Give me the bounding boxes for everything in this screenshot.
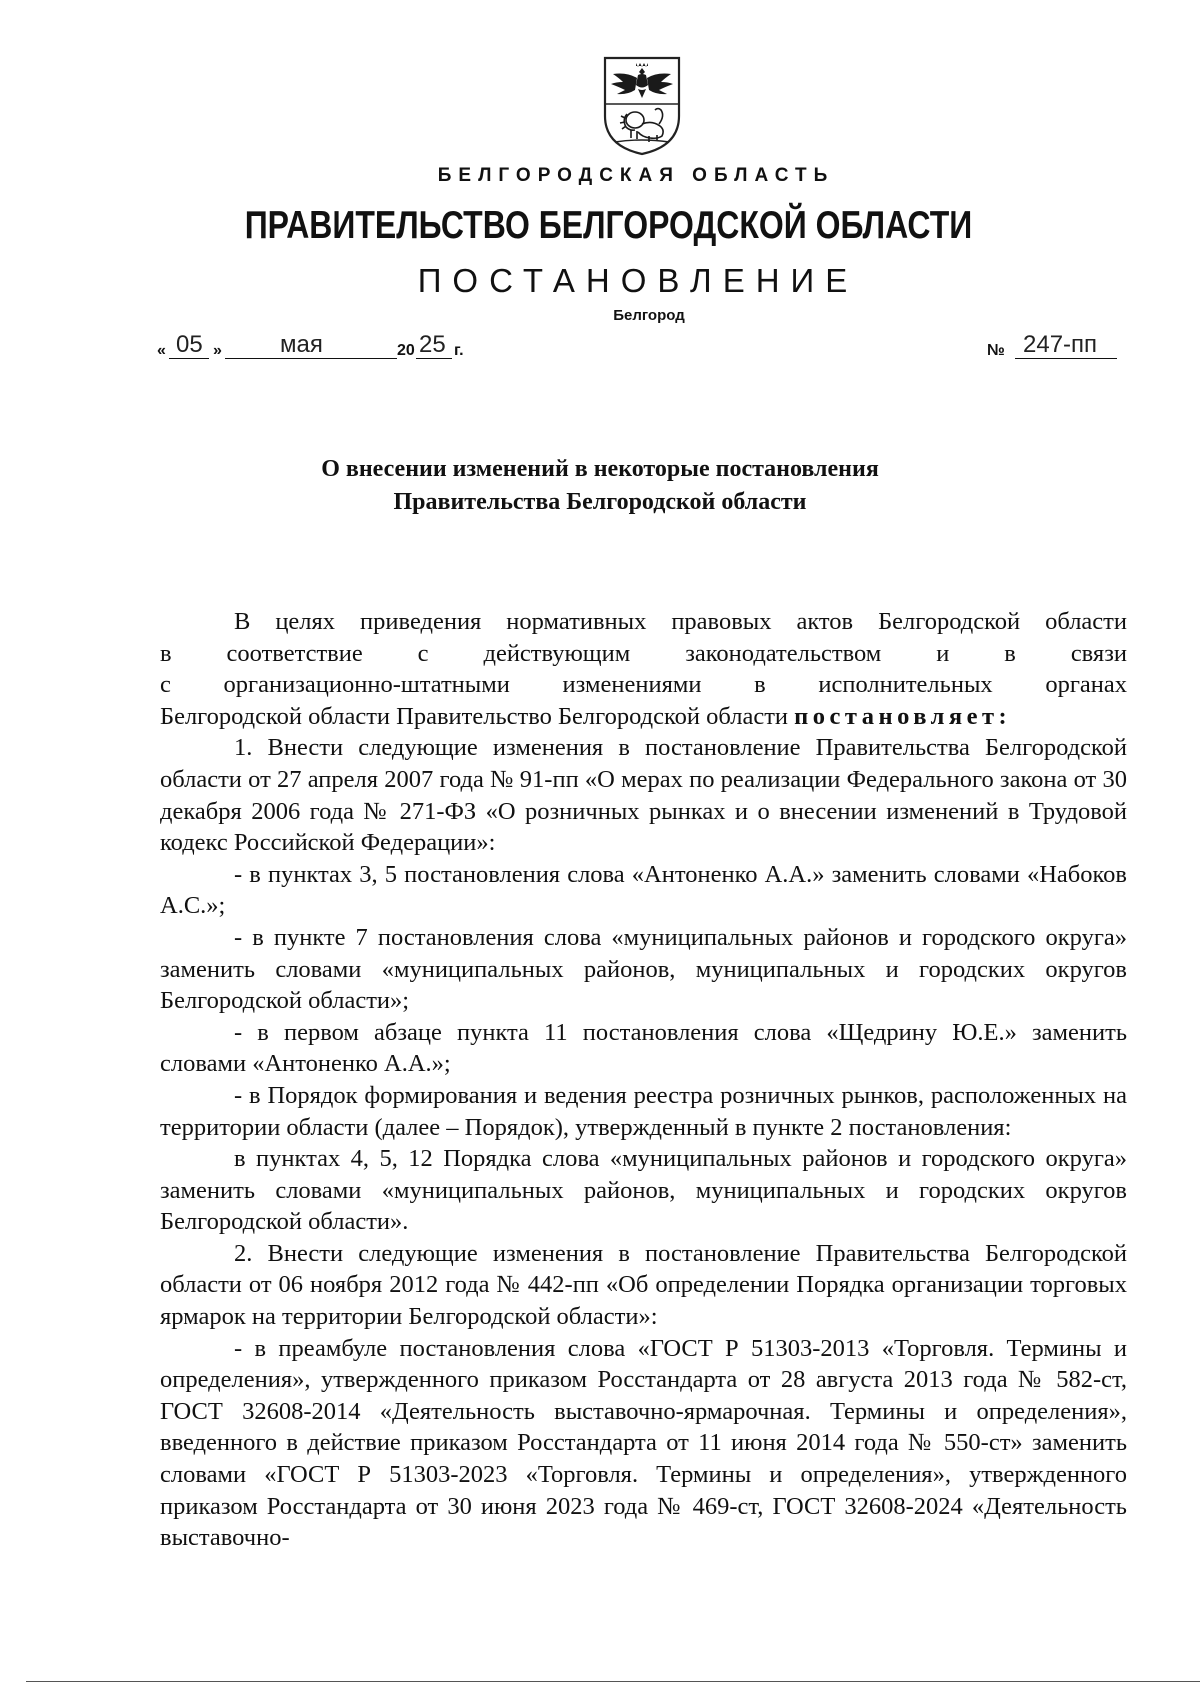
paragraph-bullet: - в первом абзаце пункта 11 постановления слова «Щедрину Ю.Е.» заменить словами «Антоненко А.А.»; <box>160 1018 1127 1078</box>
paragraph-subitem: в пунктах 4, 5, 12 Порядка слова «муниципальных районов и городского округа» заменить словами «муниципальных районов, муниципальных и городских округов Белгородской области». <box>160 1145 1127 1236</box>
body-line-decree <box>160 701 1127 733</box>
year-value: 25 <box>419 331 446 358</box>
scan-edge-line <box>26 1681 1200 1682</box>
year-mark: г. <box>454 342 464 359</box>
document-body <box>160 606 1127 1554</box>
body-line: В целях приведения нормативных правовых актов Белгородской области <box>234 608 1127 635</box>
paragraph-1: 1. Внести следующие изменения в постановление Правительства Белгородской области от 27 апреля 2007 года № 91-пп «О мерах по реализации Федерального закона от 30 декабря 2006 года № 271-ФЗ «О розничных рынках и о внесении изменений в Трудовой кодекс Российской Федерации»: <box>160 734 1127 857</box>
city-name: Белгород <box>613 307 685 324</box>
body-line-text: Белгородской области Правительство Белгородской области <box>160 702 795 730</box>
title-line-1: О внесении изменений в некоторые постановления <box>321 456 879 482</box>
region-name: БЕЛГОРОДСКАЯ ОБЛАСТЬ <box>437 165 835 186</box>
day-underline <box>169 358 209 359</box>
close-quote: » <box>213 342 222 359</box>
number-sign: № <box>987 342 1005 359</box>
day-value: 05 <box>176 331 203 358</box>
month-value: мая <box>280 331 323 358</box>
month-underline <box>225 358 397 359</box>
year-underline <box>416 358 452 359</box>
coat-of-arms-emblem-icon <box>597 54 687 157</box>
document-number: 247-пп <box>1023 331 1098 358</box>
body-line: в соответствие с действующим законодательством и в связи <box>160 639 1127 667</box>
number-underline <box>1015 358 1117 359</box>
decree-word: постановляет: <box>794 702 1012 730</box>
year-prefix: 20 <box>397 342 415 359</box>
paragraph-2: 2. Внести следующие изменения в постановление Правительства Белгородской области от 06 ноября 2012 года № 442-пп «Об определении Порядка организации торговых ярмарок на территории Белгородской области»: <box>160 1239 1127 1331</box>
paragraph-bullet: - в Порядок формирования и ведения реестра розничных рынков, расположенных на территории области (далее – Порядок), утвержденный в пункте 2 постановления: <box>160 1081 1127 1141</box>
date-number-line <box>157 332 1117 366</box>
title-line-2: Правительства Белгородской области <box>393 489 807 515</box>
body-line: с организационно-штатными изменениями в исполнительных органах <box>160 671 1127 699</box>
paragraph-bullet: - в пунктах 3, 5 постановления слова «Антоненко А.А.» заменить словами «Набоков А.С.»; <box>160 860 1127 920</box>
document-title <box>0 453 1200 519</box>
open-quote: « <box>157 342 166 359</box>
government-name: ПРАВИТЕЛЬСТВО БЕЛГОРОДСКОЙ ОБЛАСТИ <box>244 204 973 247</box>
paragraph-bullet: - в пункте 7 постановления слова «муниципальных районов и городского округа» заменить словами «муниципальных районов, муниципальных и городских округов Белгородской области»; <box>160 923 1127 1015</box>
paragraph-bullet: - в преамбуле постановления слова «ГОСТ Р 51303-2013 «Торговля. Термины и определения», утвержденного приказом Росстандарта от 28 августа 2013 года № 582-ст, ГОСТ 32608-2014 «Деятельность выставочно-ярмарочная. Термины и определения», введенного в действие приказом Росстандарта от 11 июня 2014 года № 550-ст» заменить словами «ГОСТ Р 51303-2023 «Торговля. Термины и определения», утвержденного приказом Росстандарта от 30 июня 2023 года № 469-ст, ГОСТ 32608-2024 «Деятельность выставочно- <box>160 1334 1127 1552</box>
document-type: ПОСТАНОВЛЕНИЕ <box>417 262 859 299</box>
